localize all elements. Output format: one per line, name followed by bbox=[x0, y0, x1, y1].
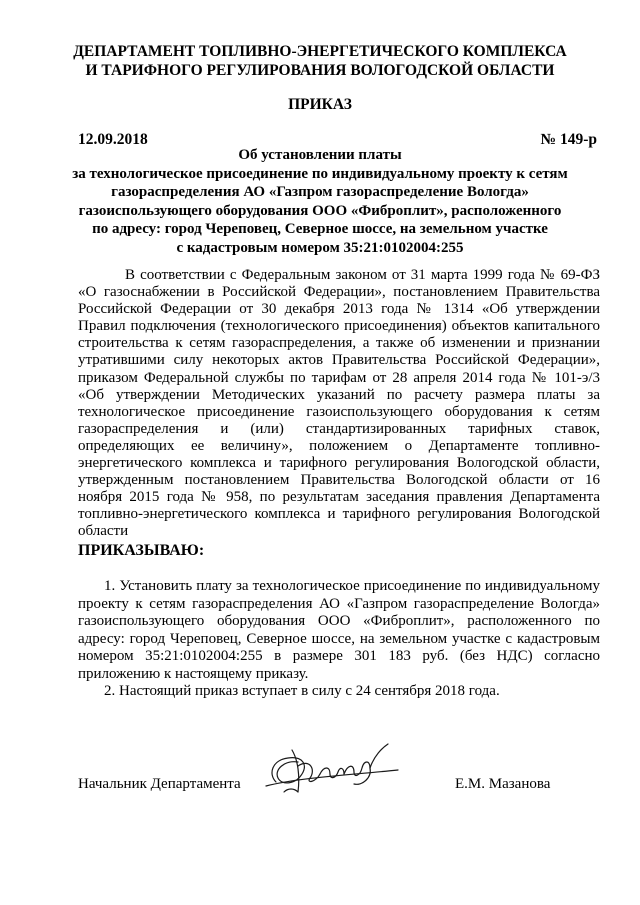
organization-line-1: ДЕПАРТАМЕНТ ТОПЛИВНО-ЭНЕРГЕТИЧЕСКОГО КОМПЛЕКСА bbox=[73, 43, 567, 60]
title-line-2: за технологическое присоединение по индивидуальному проекту к сетям bbox=[72, 165, 568, 182]
title-line-4: газоиспользующего оборудования ООО «Фиброплит», расположенного bbox=[78, 202, 562, 219]
handwritten-signature bbox=[258, 730, 418, 802]
document-title bbox=[60, 146, 580, 258]
title-line-1: Об установлении платы bbox=[238, 147, 402, 163]
title-line-6: с кадастровым номером 35:21:0102004:255 bbox=[176, 239, 464, 256]
document-number: № 149-р bbox=[540, 131, 597, 148]
organization-line-2: И ТАРИФНОГО РЕГУЛИРОВАНИЯ ВОЛОГОДСКОЙ ОБЛАСТИ bbox=[85, 62, 555, 79]
signatory-position: Начальник Департамента bbox=[78, 776, 241, 792]
document-type: ПРИКАЗ bbox=[288, 96, 352, 113]
title-line-5: по адресу: город Череповец, Северное шоссе, на земельном участке bbox=[92, 221, 548, 238]
order-heading: ПРИКАЗЫВАЮ: bbox=[78, 542, 205, 559]
preamble-paragraph: В соответствии с Федеральным законом от 31 марта 1999 года № 69-ФЗ «О газоснабжении в Российской Федерации», постановлением Правительства Российской Федерации от 30 декабря 2013 года № 1314 «Об утверждении Правил подключения (технологического присоединения) объектов капитального строительства к сетям газораспределения, а также об изменении и признании утратившими силу некоторых актов Правительства Российской Федерации», приказом Федеральной службы по тарифам от 28 апреля 2014 года № 101-э/3 «Об утверждении Методических указаний по расчету размера платы за технологическое присоединение газоиспользующего оборудования к сетям газораспределения и (или) стандартизированных тарифных ставок, определяющих ее величину», положением о Департаменте топливно-энергетического комплекса и тарифного регулирования Вологодской области, утвержденным постановлением Правительства Вологодской области от 16 ноября 2015 года № 958, по результатам заседания правления Департамента топливно-энергетического комплекса и тарифного регулирования Вологодской области bbox=[78, 267, 600, 540]
order-item-1: 1. Установить плату за технологическое присоединение по индивидуальному проекту к сетям газораспределения АО «Газпром газораспределение Вологда» газоиспользующего оборудования ООО «Фиброплит», расположенного по адресу: город Череповец, Северное шоссе, на земельном участке с кадастровым номером 35:21:0102004:255 в размере 301 183 руб. (без НДС) согласно приложению к настоящему приказу. bbox=[78, 578, 600, 682]
order-item-2: 2. Настоящий приказ вступает в силу с 24 сентября 2018 года. bbox=[104, 683, 500, 699]
signatory-name: Е.М. Мазанова bbox=[455, 776, 551, 792]
title-line-3: газораспределения АО «Газпром газораспределение Вологда» bbox=[111, 184, 529, 201]
document-date: 12.09.2018 bbox=[78, 131, 148, 148]
organization-name bbox=[40, 42, 600, 80]
